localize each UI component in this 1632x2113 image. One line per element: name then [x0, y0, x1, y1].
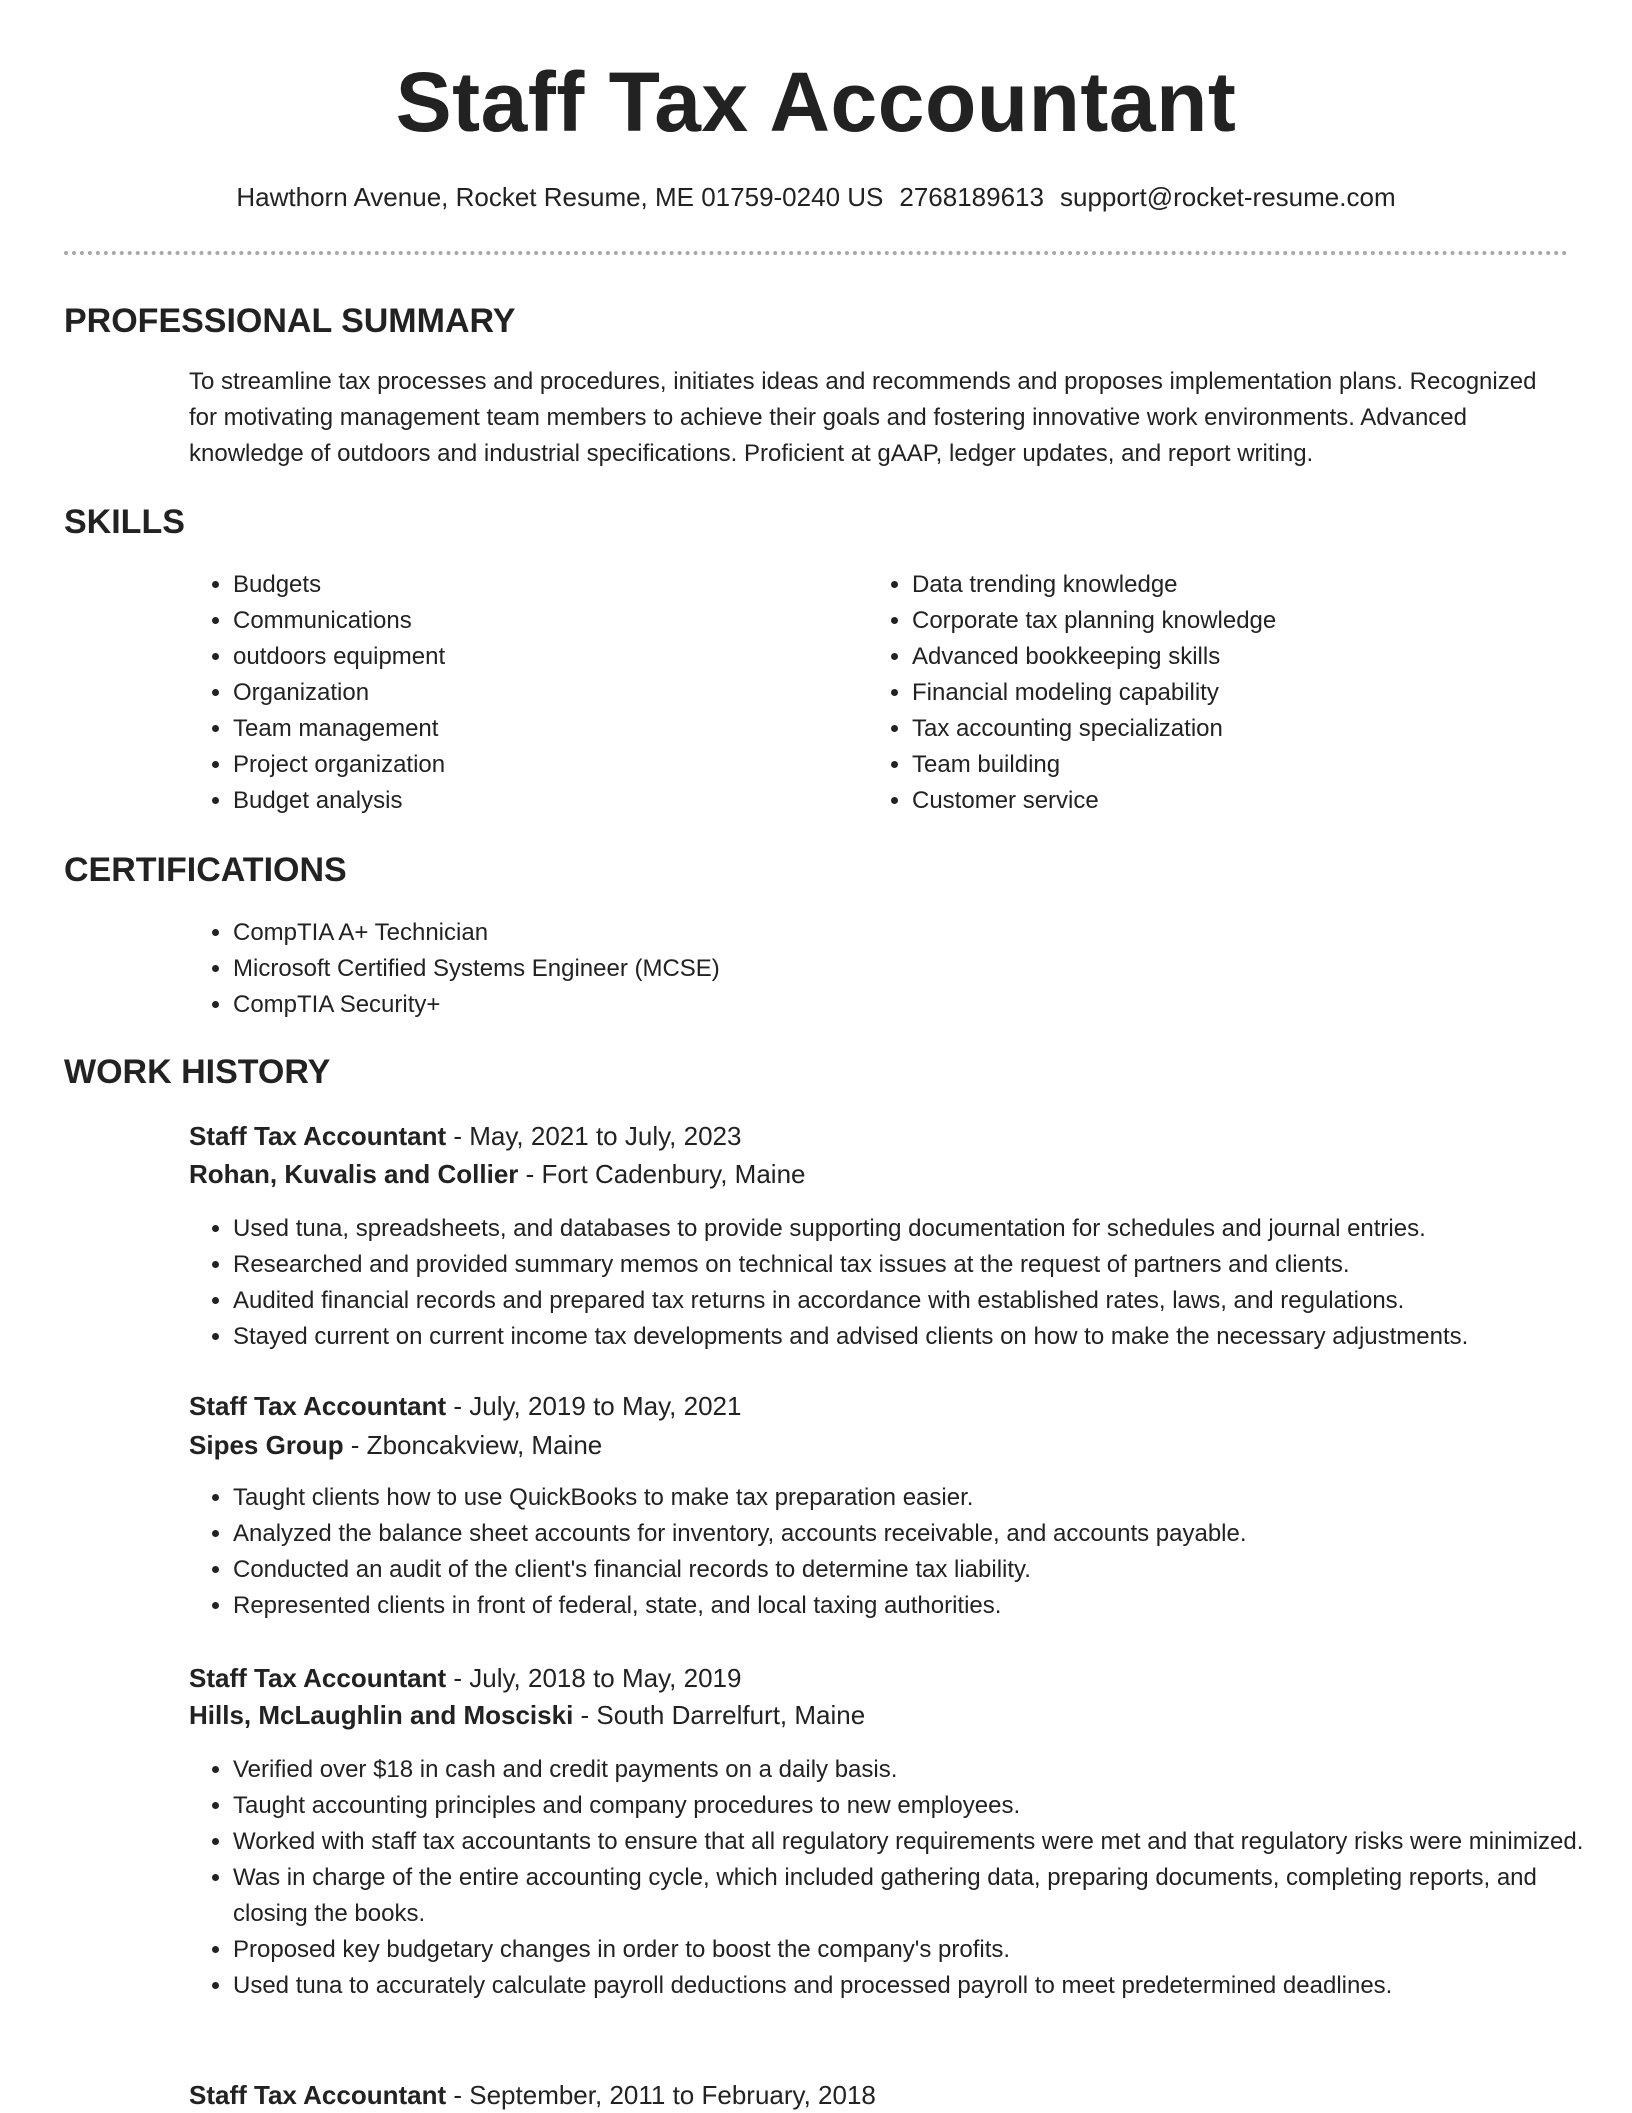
contact-phone: 2768189613: [899, 182, 1044, 212]
certification-item: • Microsoft Certified Systems Engineer (MCSE): [233, 951, 1533, 987]
skill-item: • Communications: [233, 603, 833, 639]
job-company-line: [189, 1697, 865, 1733]
skill-item: • Project organization: [233, 747, 833, 783]
job-heading: [189, 2077, 876, 2113]
job-company: Sipes Group: [189, 1430, 344, 1460]
job-bullet: • Proposed key budgetary changes in order to boost the company's profits.: [233, 1932, 1593, 1968]
skill-item: • Organization: [233, 675, 833, 711]
skill-item: • Budgets: [233, 567, 833, 603]
certification-item: • CompTIA A+ Technician: [233, 915, 1533, 951]
skill-item: • Data trending knowledge: [912, 567, 1552, 603]
header-divider: [64, 251, 1568, 255]
job-bullet: • Was in charge of the entire accounting cycle, which included gathering data, preparing documents, completing reports, and closing the books.: [233, 1860, 1593, 1932]
skill-item: • Advanced bookkeeping skills: [912, 639, 1552, 675]
job-dates: - July, 2018 to May, 2019: [446, 1663, 742, 1693]
job-title: Staff Tax Accountant: [189, 2080, 447, 2110]
job-title: Staff Tax Accountant: [189, 1663, 447, 1693]
job-heading: [189, 1118, 741, 1154]
job-dates: - September, 2011 to February, 2018: [446, 2080, 876, 2110]
job-bullet: • Worked with staff tax accountants to ensure that all regulatory requirements were met and that regulatory risks were minimized.: [233, 1824, 1593, 1860]
job-location: - Zboncakview, Maine: [343, 1430, 603, 1460]
job-bullet: • Verified over $18 in cash and credit payments on a daily basis.: [233, 1752, 1593, 1788]
contact-line: [0, 180, 1632, 214]
job-company: Rohan, Kuvalis and Collier: [189, 1159, 519, 1189]
job-bullet: • Used tuna to accurately calculate payroll deductions and processed payroll to meet predetermined deadlines.: [233, 1968, 1593, 2004]
skill-item: • Customer service: [912, 783, 1552, 819]
job-bullet: • Audited financial records and prepared tax returns in accordance with established rates, laws, and regulations.: [233, 1283, 1593, 1319]
job-company-line: [189, 1427, 602, 1463]
job-bullet: • Conducted an audit of the client's financial records to determine tax liability.: [233, 1552, 1593, 1588]
skill-item: • Financial modeling capability: [912, 675, 1552, 711]
skill-item: • outdoors equipment: [233, 639, 833, 675]
section-title-summary: PROFESSIONAL SUMMARY: [64, 302, 516, 340]
job-bullet: • Analyzed the balance sheet accounts for inventory, accounts receivable, and accounts payable.: [233, 1516, 1593, 1552]
skills-list-right: [868, 567, 1552, 819]
section-title-certifications: CERTIFICATIONS: [64, 851, 347, 889]
job-bullet: • Stayed current on current income tax developments and advised clients on how to make the necessary adjustments.: [233, 1319, 1593, 1355]
job-heading: [189, 1388, 741, 1424]
resume-name: Staff Tax Accountant: [395, 55, 1237, 149]
job-bullets: [189, 1211, 1593, 1355]
skills-list-left: [189, 567, 833, 819]
skill-item: • Budget analysis: [233, 783, 833, 819]
job-company: Hills, McLaughlin and Mosciski: [189, 1700, 574, 1730]
section-title-work-history: WORK HISTORY: [64, 1053, 331, 1091]
skill-item: • Team building: [912, 747, 1552, 783]
job-bullet: • Researched and provided summary memos on technical tax issues at the request of partners and clients.: [233, 1247, 1593, 1283]
summary-text: To streamline tax processes and procedures, initiates ideas and recommends and proposes implementation plans. Recognized for motivating management team members to achieve their goals and fostering innovative work environments. Advanced knowledge of outdoors and industrial specifications. Proficient at gAAP, ledger updates, and report writing.: [189, 368, 1537, 467]
skill-item: • Tax accounting specialization: [912, 711, 1552, 747]
skill-item: • Corporate tax planning knowledge: [912, 603, 1552, 639]
job-bullet: • Taught clients how to use QuickBooks to make tax preparation easier.: [233, 1480, 1593, 1516]
job-bullet: • Used tuna, spreadsheets, and databases to provide supporting documentation for schedules and journal entries.: [233, 1211, 1593, 1247]
certifications-list: [189, 915, 1533, 1023]
skill-item: • Team management: [233, 711, 833, 747]
job-title: Staff Tax Accountant: [189, 1121, 447, 1151]
section-title-skills: SKILLS: [64, 503, 185, 541]
job-heading: [189, 1660, 741, 1696]
job-dates: - July, 2019 to May, 2021: [446, 1391, 742, 1421]
contact-address: Hawthorn Avenue, Rocket Resume, ME 01759-0240 US: [236, 182, 884, 212]
job-bullet: • Taught accounting principles and company procedures to new employees.: [233, 1788, 1593, 1824]
job-bullet: • Represented clients in front of federal, state, and local taxing authorities.: [233, 1588, 1593, 1624]
certification-item: • CompTIA Security+: [233, 987, 1533, 1023]
contact-email[interactable]: support@rocket-resume.com: [1059, 182, 1396, 212]
job-bullets: [189, 1752, 1593, 2004]
job-bullets: [189, 1480, 1593, 1624]
job-title: Staff Tax Accountant: [189, 1391, 447, 1421]
job-location: - Fort Cadenbury, Maine: [518, 1159, 806, 1189]
job-dates: - May, 2021 to July, 2023: [446, 1121, 742, 1151]
job-location: - South Darrelfurt, Maine: [573, 1700, 866, 1730]
job-company-line: [189, 1156, 806, 1192]
